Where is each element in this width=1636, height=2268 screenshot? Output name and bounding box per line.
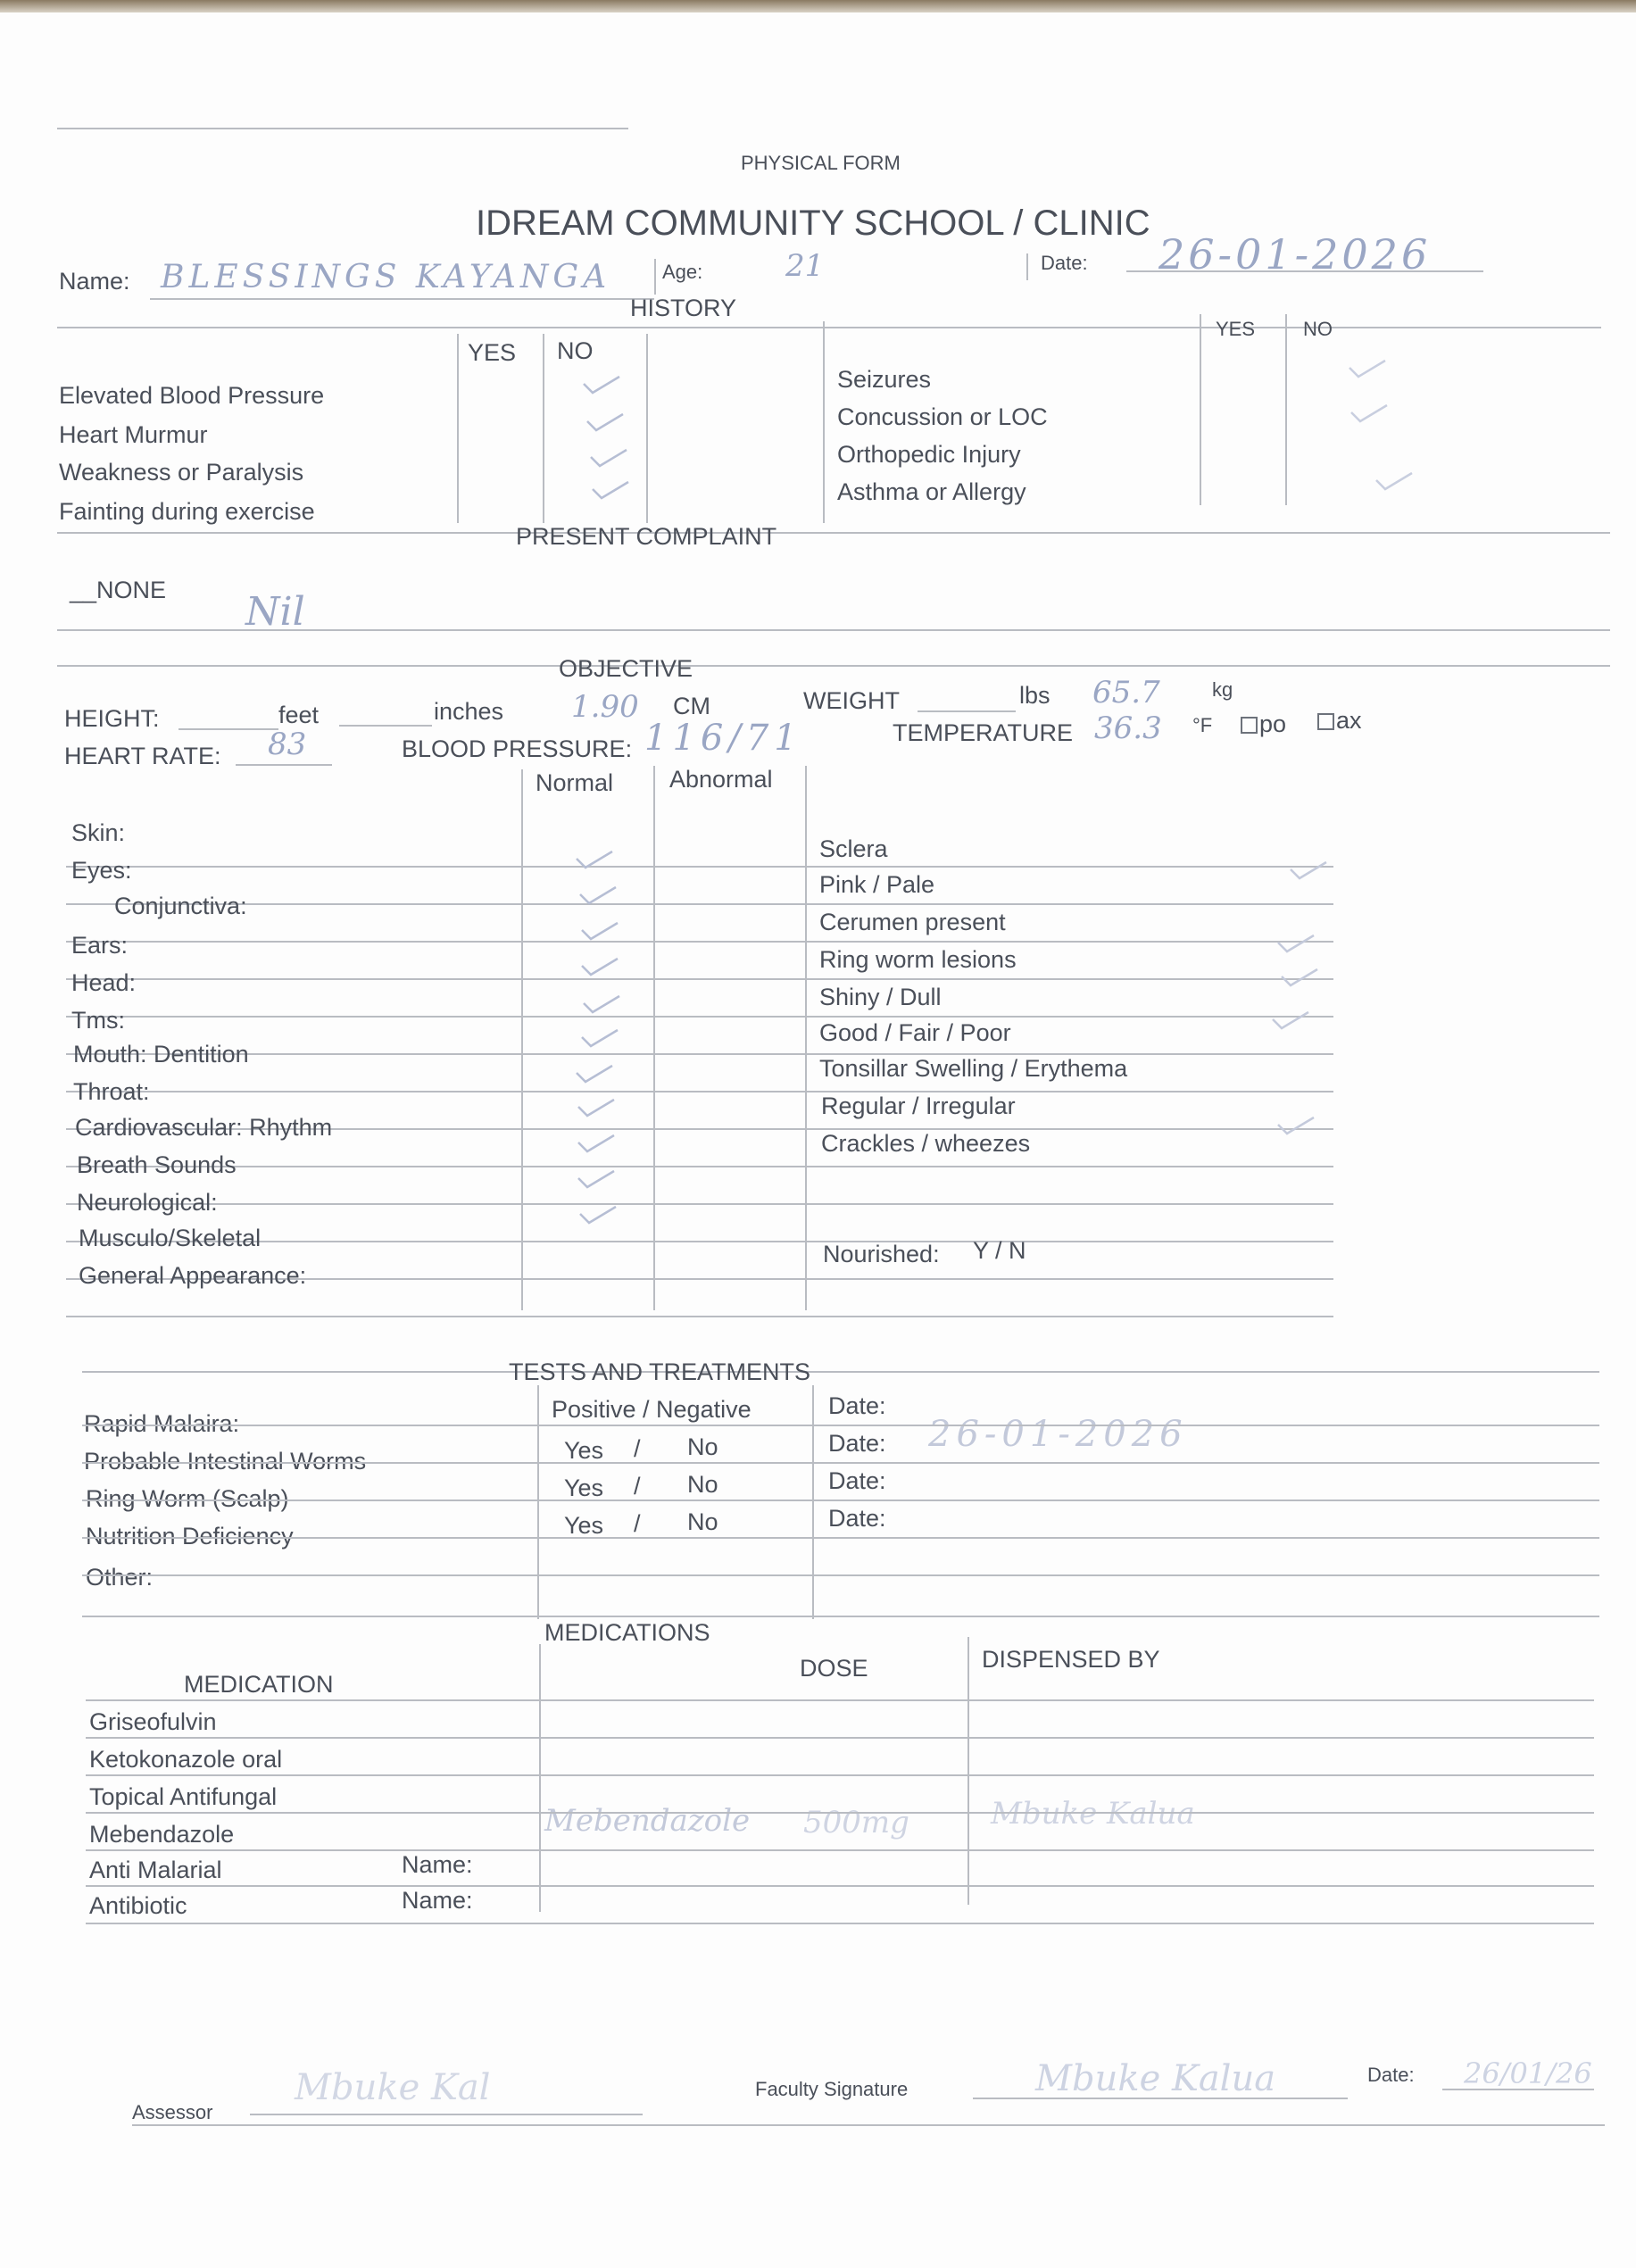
dose-header: DOSE [800, 1655, 868, 1682]
exam-row-breath-sounds: Breath Sounds [77, 1151, 237, 1178]
dispensed-header: DISPENSED BY [982, 1646, 1160, 1673]
ax-option[interactable] [1317, 707, 1362, 735]
ringworm-slash: / [634, 1473, 641, 1500]
date-label: Date: [1041, 252, 1088, 274]
mebendazole-dispenser: Mbuke Kalua [991, 1796, 1195, 1832]
normal-check-icon [580, 1026, 619, 1050]
po-checkbox[interactable] [1241, 717, 1258, 734]
finding-check-icon [1276, 932, 1316, 955]
temperature-unit: °F [1192, 714, 1213, 736]
history-yes-header: YES [468, 339, 517, 366]
mebendazole-entry: Mebendazole [544, 1803, 751, 1839]
test-item-ringworm: Ring Worm (Scalp) [86, 1485, 289, 1512]
ringworm-no[interactable]: No [687, 1471, 718, 1498]
abnormal-header: Abnormal [669, 766, 773, 793]
ax-checkbox[interactable] [1317, 713, 1334, 730]
date-value: 26-01-2026 [1158, 230, 1432, 278]
finding-check-icon [1271, 1009, 1310, 1032]
test-item-worms: Probable Intestinal Worms [84, 1448, 367, 1475]
lbs-label: lbs [1019, 682, 1051, 709]
bp-label: BLOOD PRESSURE: [402, 735, 633, 762]
exam-row-eyes: Eyes: [71, 857, 132, 884]
kg-label: kg [1212, 678, 1233, 701]
cm-label: CM [673, 693, 710, 719]
test-item-other: Other: [86, 1564, 154, 1591]
history-check-icon [1349, 402, 1389, 425]
heart-rate-value: 83 [268, 727, 307, 762]
ringworm-yes[interactable]: Yes [564, 1475, 604, 1501]
medication-topical-antifungal: Topical Antifungal [89, 1783, 278, 1810]
temperature-label: TEMPERATURE [893, 719, 1074, 746]
nourished-label: Nourished: [823, 1241, 940, 1267]
temperature-value: 36.3 [1094, 710, 1162, 746]
normal-header: Normal [536, 769, 614, 796]
objective-title: OBJECTIVE [559, 655, 693, 682]
assessor-signature: Mbuke Kal [295, 2067, 491, 2108]
medications-title: MEDICATIONS [544, 1619, 710, 1646]
exam-row-head: Head: [71, 969, 137, 996]
test-date-label: Date: [828, 1430, 886, 1457]
exam-row-ears: Ears: [71, 932, 129, 959]
finding-pink-pale: Pink / Pale [819, 871, 935, 898]
school-title: IDREAM COMMUNITY SCHOOL / CLINIC [476, 204, 1150, 243]
normal-check-icon [580, 919, 619, 943]
worms-yes[interactable]: Yes [564, 1437, 604, 1464]
history-item-orthopedic: Orthopedic Injury [837, 441, 1021, 468]
age-value: 21 [785, 248, 825, 284]
nutrition-yes[interactable]: Yes [564, 1512, 604, 1539]
history-no-header: NO [557, 337, 594, 364]
po-option[interactable] [1241, 710, 1286, 738]
medication-header: MEDICATION [184, 1671, 334, 1698]
faculty-signature-label: Faculty Signature [755, 2078, 909, 2100]
history-check-icon [591, 478, 630, 502]
nutrition-slash: / [634, 1510, 641, 1537]
height-cm-value: 1.90 [571, 689, 639, 725]
history-item-elevated-bp: Elevated Blood Pressure [59, 382, 325, 409]
medication-anti-malarial: Anti Malarial [89, 1857, 222, 1883]
weight-label: WEIGHT [803, 687, 900, 714]
finding-cerumen: Cerumen present [819, 909, 1006, 935]
nourished-value: Y / N [973, 1237, 1026, 1264]
worms-slash: / [634, 1435, 641, 1462]
age-label: Age: [662, 261, 703, 283]
history-item-asthma: Asthma or Allergy [837, 478, 1026, 505]
name-value: BLESSINGS KAYANGA [161, 259, 611, 295]
paper-top-edge [0, 0, 1636, 12]
height-label: HEIGHT: [64, 705, 160, 732]
normal-check-icon [580, 955, 619, 978]
finding-shiny-dull: Shiny / Dull [819, 984, 942, 1010]
history-item-heart-murmur: Heart Murmur [59, 421, 208, 448]
heart-rate-label: HEART RATE: [64, 743, 221, 769]
history-item-concussion: Concussion or LOC [837, 403, 1048, 430]
finding-good-fair-poor: Good / Fair / Poor [819, 1019, 1011, 1046]
finding-regular-irregular: Regular / Irregular [821, 1092, 1016, 1119]
test-date-label: Date: [828, 1505, 886, 1532]
worms-no[interactable]: No [687, 1433, 718, 1460]
test-item-malaria: Rapid Malaira: [84, 1410, 240, 1437]
medication-ketokonazole: Ketokonazole oral [89, 1746, 283, 1773]
exam-row-skin: Skin: [71, 819, 126, 846]
exam-row-throat: Throat: [73, 1078, 150, 1105]
history-check-icon [1348, 357, 1387, 380]
history-item-fainting: Fainting during exercise [59, 498, 315, 525]
antibiotic-name-label: Name: [402, 1887, 473, 1914]
history-yes-right-header: YES [1216, 318, 1256, 340]
finding-check-icon [1276, 1114, 1316, 1137]
history-item-weakness: Weakness or Paralysis [59, 459, 304, 486]
weight-kg-value: 65.7 [1092, 675, 1160, 710]
exam-row-tms: Tms: [71, 1007, 125, 1034]
normal-check-icon [578, 884, 618, 907]
exam-row-mouth: Mouth: Dentition [73, 1041, 249, 1068]
tests-result-header: Positive / Negative [552, 1396, 752, 1423]
complaint-value: Nil [245, 589, 305, 635]
ax-label: ax [1336, 707, 1362, 734]
exam-row-conjunctiva: Conjunctiva: [114, 893, 247, 919]
normal-check-icon [575, 848, 614, 871]
finding-check-icon [1280, 966, 1319, 989]
normal-check-icon [575, 1062, 614, 1085]
normal-check-icon [578, 1203, 618, 1226]
normal-check-icon [577, 1132, 616, 1155]
medication-griseofulvin: Griseofulvin [89, 1708, 217, 1735]
normal-check-icon [577, 1096, 616, 1119]
complaint-title: PRESENT COMPLAINT [516, 523, 777, 550]
tests-title: TESTS AND TREATMENTS [509, 1358, 811, 1385]
bp-value: 116/71 [644, 718, 802, 759]
finding-tonsillar: Tonsillar Swelling / Erythema [819, 1055, 1128, 1082]
history-check-icon [589, 446, 628, 469]
exam-row-cardiovascular: Cardiovascular: Rhythm [75, 1114, 333, 1141]
po-label: po [1259, 710, 1287, 737]
inches-label: inches [434, 698, 504, 725]
normal-check-icon [577, 1167, 616, 1191]
history-check-icon [585, 411, 625, 434]
history-title: HISTORY [630, 295, 737, 321]
history-item-seizures: Seizures [837, 366, 932, 393]
test-date-label: Date: [828, 1392, 886, 1419]
normal-check-icon [582, 993, 621, 1016]
finding-ringworm: Ring worm lesions [819, 946, 1017, 973]
worms-date-value: 26-01-2026 [928, 1414, 1188, 1455]
anti-malarial-name-label: Name: [402, 1851, 473, 1878]
exam-row-general-appearance: General Appearance: [79, 1262, 307, 1289]
footer-date-label: Date: [1367, 2064, 1415, 2086]
feet-label: feet [278, 702, 320, 728]
nutrition-no[interactable]: No [687, 1508, 718, 1535]
assessor-label: Assessor [132, 2101, 213, 2123]
mebendazole-dose: 500mg [803, 1805, 909, 1840]
history-no-right-header: NO [1303, 318, 1333, 340]
history-check-icon [1374, 469, 1414, 493]
history-check-icon [582, 373, 621, 396]
form-label: PHYSICAL FORM [741, 152, 901, 174]
name-label: Name: [59, 268, 130, 295]
faculty-signature: Mbuke Kalua [1035, 2058, 1276, 2099]
test-date-label: Date: [828, 1467, 886, 1494]
footer-date-value: 26/01/26 [1464, 2056, 1592, 2090]
exam-row-neurological: Neurological: [77, 1189, 218, 1216]
finding-check-icon [1289, 859, 1328, 882]
test-item-nutrition: Nutrition Deficiency [86, 1523, 294, 1549]
complaint-none-label: __NONE [70, 577, 167, 603]
exam-row-musculoskeletal: Musculo/Skeletal [79, 1225, 262, 1251]
medication-antibiotic: Antibiotic [89, 1892, 187, 1919]
medication-mebendazole: Mebendazole [89, 1821, 235, 1848]
finding-crackles: Crackles / wheezes [821, 1130, 1031, 1157]
finding-sclera: Sclera [819, 835, 888, 862]
